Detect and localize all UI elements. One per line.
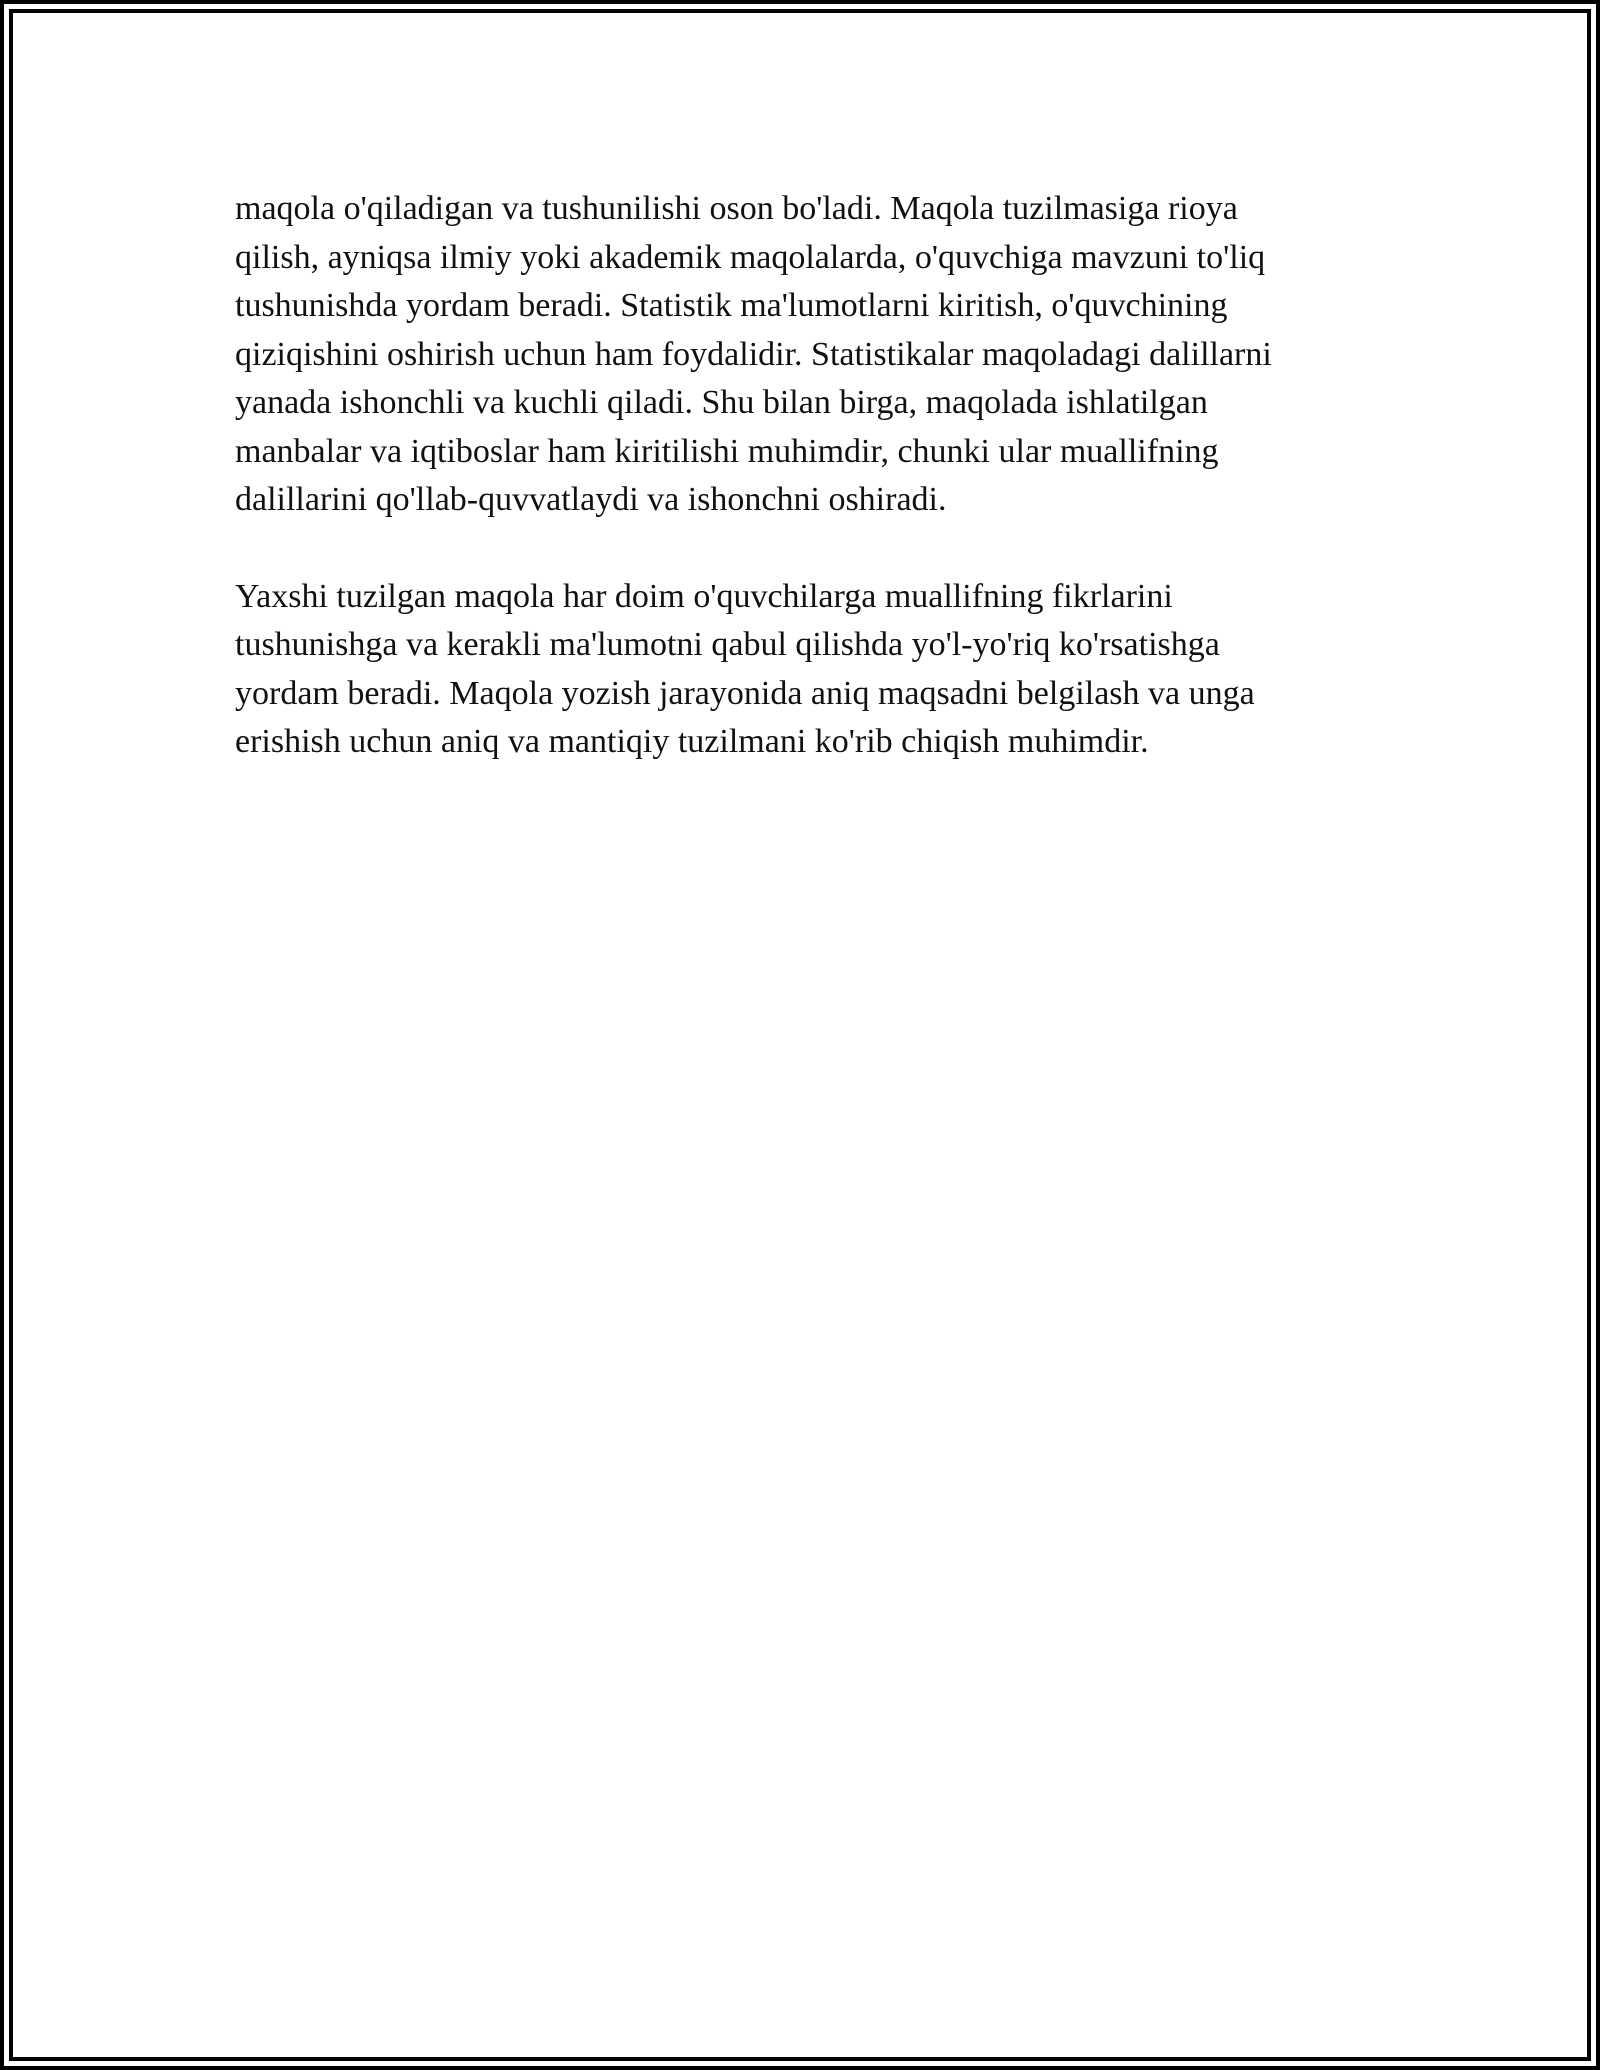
paragraph-2: Yaxshi tuzilgan maqola har doim o'quvchilarga muallifning fikrlarini tushunishga va kerakli ma'lumotni qabul qilishda yo'l-yo'riq ko'rsatishga yordam beradi. Maqola yozish jarayonida aniq maqsadni belgilash va unga erishish uchun aniq va mantiqiy tuzilmani ko'rib chiqish muhimdir. xyxy=(235,577,1255,760)
document-body xyxy=(235,185,1385,767)
paragraph-1: maqola o'qiladigan va tushunilishi oson bo'ladi. Maqola tuzilmasiga rioya qilish, ayniqsa ilmiy yoki akademik maqolalarda, o'quvchiga mavzuni to'liq tushunishda yordam beradi. Statistik ma'lumotlarni kiritish, o'quvchining qiziqishini oshirish uchun ham foydalidir. Statistikalar maqoladagi dalillarni yanada ishonchli va kuchli qiladi. Shu bilan birga, maqolada ishlatilgan manbalar va iqtiboslar ham kiritilishi muhimdir, chunki ular muallifning dalillarini qo'llab-quvvatlaydi va ishonchni oshiradi. xyxy=(235,190,1272,518)
